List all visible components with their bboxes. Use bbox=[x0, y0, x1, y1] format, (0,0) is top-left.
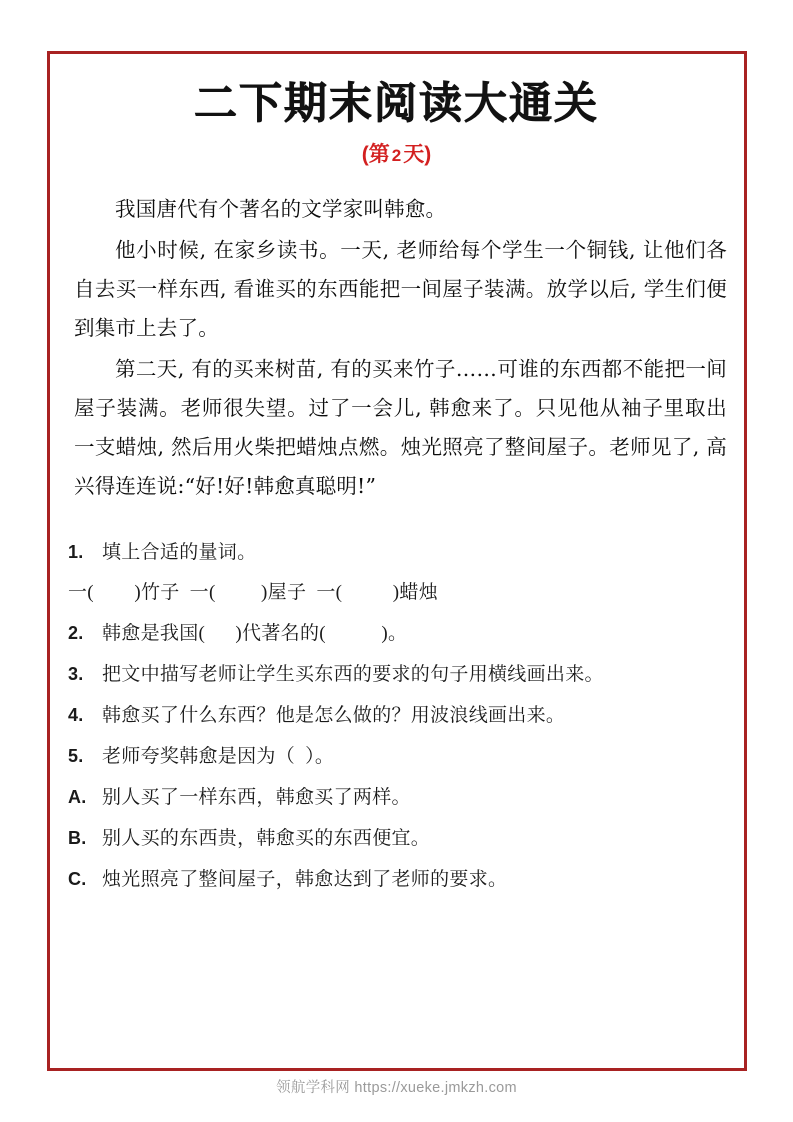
choice-option-a[interactable] bbox=[68, 777, 727, 818]
subtitle-prefix: (第 bbox=[361, 143, 390, 167]
question-item bbox=[68, 532, 727, 573]
page-title: 二下期末阅读大通关 bbox=[194, 80, 599, 128]
question-item bbox=[68, 695, 727, 736]
question-number: 2. bbox=[68, 623, 84, 644]
question-item[interactable] bbox=[68, 736, 727, 777]
question-item[interactable] bbox=[68, 613, 727, 654]
choice-letter: A. bbox=[68, 787, 87, 808]
question-text: 填上合适的量词。 bbox=[102, 542, 257, 564]
reading-passage bbox=[60, 190, 733, 506]
question-text[interactable]: 老师夸奖韩愈是因为（ ）。 bbox=[102, 746, 335, 768]
choice-text[interactable]: 别人买了一样东西，韩愈买了两样。 bbox=[102, 787, 411, 809]
choice-text[interactable]: 烛光照亮了整间屋子，韩愈达到了老师的要求。 bbox=[102, 869, 508, 891]
question-number: 3. bbox=[68, 664, 84, 685]
choice-option-b[interactable] bbox=[68, 818, 727, 859]
question-item bbox=[68, 654, 727, 695]
choice-letter: C. bbox=[68, 869, 87, 890]
passage-paragraph: 我国唐代有个著名的文学家叫韩愈。 bbox=[115, 197, 447, 222]
passage-paragraph: 他小时候, 在家乡读书。一天, 老师给每个学生一个铜钱, 让他们各自去买一样东西, 看谁买的东西能把一间屋子装满。放学以后, 学生们便到集市上去了。 bbox=[74, 238, 727, 341]
footer-watermark: 领航学科网 https://xueke.jmkzh.com bbox=[276, 1080, 517, 1096]
choice-option-c[interactable] bbox=[68, 859, 727, 900]
question-number: 1. bbox=[68, 542, 84, 563]
worksheet-content bbox=[60, 60, 733, 900]
questions-list bbox=[60, 532, 733, 900]
question-text[interactable]: 韩愈是我国( )代著名的( )。 bbox=[102, 623, 408, 645]
subtitle-day-number: 2 bbox=[391, 146, 402, 166]
question-number: 5. bbox=[68, 746, 84, 767]
question-text[interactable]: 一( )竹子 一( )屋子 一( )蜡烛 bbox=[68, 582, 439, 604]
question-text: 把文中描写老师让学生买东西的要求的句子用横线画出来。 bbox=[102, 664, 604, 686]
choice-text[interactable]: 别人买的东西贵，韩愈买的东西便宜。 bbox=[102, 828, 431, 850]
choice-letter: B. bbox=[68, 828, 87, 849]
day-subtitle bbox=[60, 138, 733, 168]
passage-paragraph: 第二天, 有的买来树苗, 有的买来竹子……可谁的东西都不能把一间屋子装满。老师很失望。过了一会儿, 韩愈来了。只见他从袖子里取出一支蜡烛, 然后用火柴把蜡烛点燃。烛光照亮了整间屋子。老师见了, 高兴得连连说:“好!好!韩愈真聪明!” bbox=[74, 357, 727, 499]
question-blank-line[interactable] bbox=[68, 573, 727, 613]
question-number: 4. bbox=[68, 705, 84, 726]
subtitle-suffix: 天) bbox=[403, 143, 432, 167]
question-text: 韩愈买了什么东西？他是怎么做的？用波浪线画出来。 bbox=[102, 705, 566, 727]
